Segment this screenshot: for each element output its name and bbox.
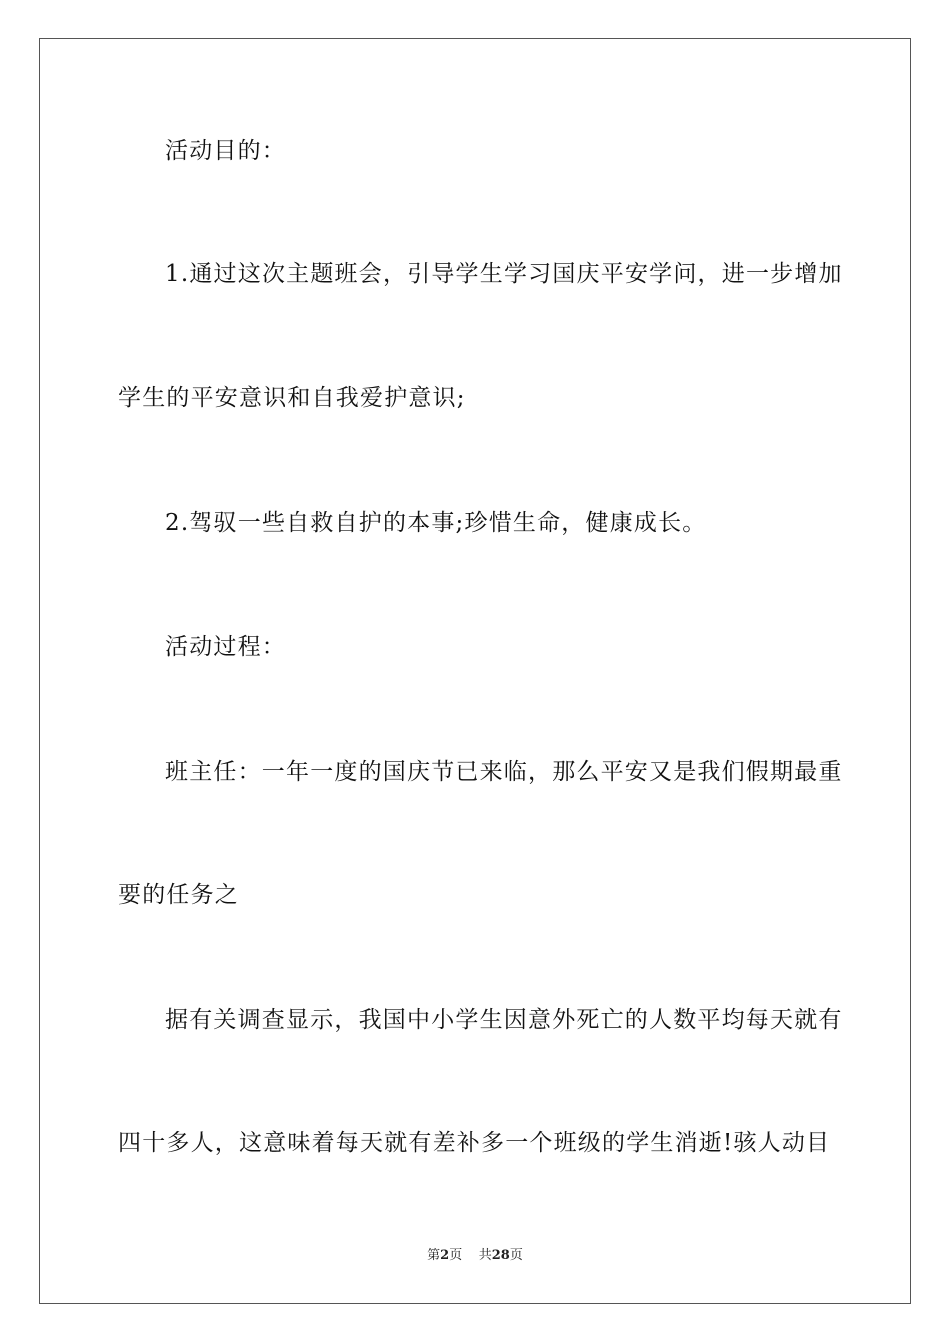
paragraph-line: 据有关调查显示，我国中小学生因意外死亡的人数平均每天就有 bbox=[165, 1007, 843, 1033]
paragraph-line: 1.通过这次主题班会，引导学生学习国庆平安学问，进一步增加 bbox=[165, 261, 843, 287]
paragraph-line: 四十多人，这意味着每天就有差补多一个班级的学生消逝!骇人动目 bbox=[118, 1130, 831, 1156]
paragraph-line: 2.驾驭一些自救自护的本事;珍惜生命，健康成长。 bbox=[165, 510, 707, 536]
footer-page-suffix: 页 bbox=[449, 1248, 463, 1263]
page-footer bbox=[0, 1247, 950, 1265]
footer-total-prefix: 共 bbox=[478, 1248, 492, 1263]
footer-page-number: 2 bbox=[440, 1248, 450, 1263]
footer-total-pages: 28 bbox=[491, 1248, 510, 1263]
footer-total-suffix: 页 bbox=[509, 1248, 523, 1263]
page-frame bbox=[39, 38, 911, 1304]
paragraph-line: 学生的平安意识和自我爱护意识; bbox=[118, 385, 466, 411]
heading-activity-purpose: 活动目的： bbox=[165, 138, 286, 164]
paragraph-line: 班主任：一年一度的国庆节已来临，那么平安又是我们假期最重 bbox=[165, 759, 843, 785]
footer-prefix: 第 bbox=[427, 1248, 441, 1263]
heading-activity-process: 活动过程： bbox=[165, 634, 286, 660]
paragraph-line: 要的任务之 bbox=[118, 882, 239, 908]
